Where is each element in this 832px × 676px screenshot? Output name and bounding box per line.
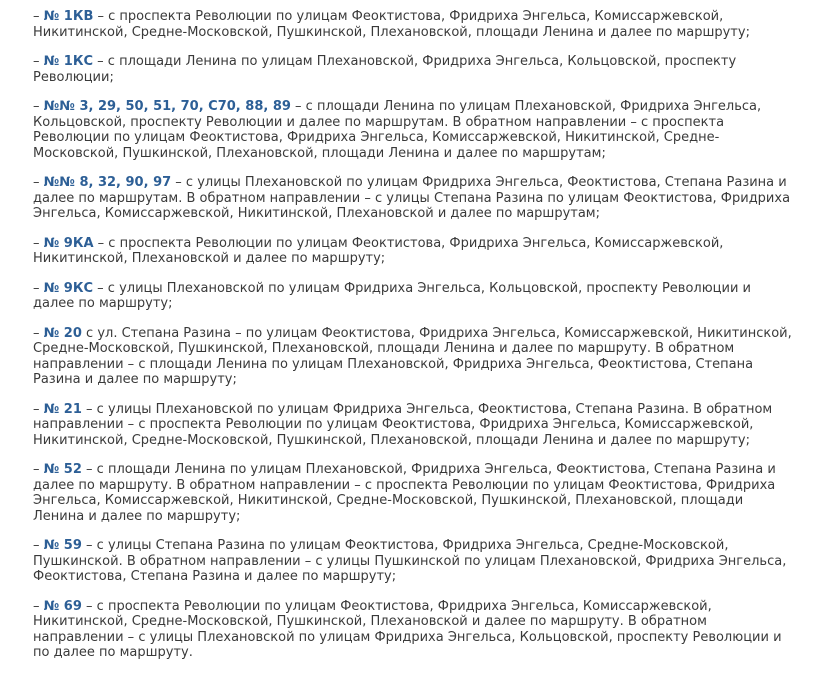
route-item-9ks xyxy=(33,281,792,312)
list-dash: – xyxy=(33,99,40,114)
route-description: с ул. Степана Разина – по улицам Феоктистова, Фридриха Энгельса, Комиссаржевской, Никитинской, Средне-Московской, Пушкинской, Плехановской, площади Ленина и далее по маршруту. В обратном направлении – с площади Ленина по улицам Плехановской, Фридриха Энгельса, Феоктистова, Степана Разина и далее по маршруту; xyxy=(33,325,792,387)
route-number: № 9КА xyxy=(43,235,94,251)
route-description: – с площади Ленина по улицам Плехановской, Фридриха Энгельса, Кольцовской, проспекту Революции; xyxy=(33,54,737,85)
list-dash: – xyxy=(33,235,40,251)
route-item-59 xyxy=(33,538,792,585)
route-number: №№ 8, 32, 90, 97 xyxy=(43,175,172,190)
route-item-1kv xyxy=(33,9,792,40)
list-dash: – xyxy=(33,462,40,477)
route-number: № 1КВ xyxy=(43,9,94,24)
route-item-20 xyxy=(33,326,792,388)
list-dash: – xyxy=(33,598,40,614)
route-number: № 1КС xyxy=(43,54,94,69)
route-item-8-32-90-97 xyxy=(33,175,792,222)
list-dash: – xyxy=(33,9,40,24)
route-number: № 20 xyxy=(43,325,82,341)
route-item-1ks xyxy=(33,54,792,85)
list-dash: – xyxy=(33,401,40,417)
route-number: №№ 3, 29, 50, 51, 70, С70, 88, 89 xyxy=(43,99,291,114)
route-description: – с площади Ленина по улицам Плехановской, Фридриха Энгельса, Кольцовской, проспекту Революции и далее по маршрутам. В обратном направлении – с проспекта Революции по улицам Феоктистова, Фридриха Энгельса, Комиссаржевской, Никитинской, Средне-Московской, Пушкинской, Плехановской, площади Ленина и далее по маршрутам; xyxy=(33,99,762,161)
list-dash: – xyxy=(33,325,40,341)
route-description: – с улицы Плехановской по улицам Фридриха Энгельса, Феоктистова, Степана Разина и далее по маршрутам. В обратном направлении – с улицы Степана Разина по улицам Феоктистова, Фридриха Энгельса, Комиссаржевской, Никитинской, Плехановской и далее по маршрутам; xyxy=(33,175,791,221)
list-dash: – xyxy=(33,175,40,190)
route-item-9ka xyxy=(33,236,792,267)
route-item-3-29-50 xyxy=(33,99,792,161)
list-dash: – xyxy=(33,538,40,553)
list-dash: – xyxy=(33,54,40,69)
route-number: № 52 xyxy=(43,462,82,477)
route-description: – с проспекта Революции по улицам Феоктистова, Фридриха Энгельса, Комиссаржевской, Никитинской, Плехановской и далее по маршруту; xyxy=(33,235,724,266)
route-number: № 59 xyxy=(43,538,82,553)
route-number: № 9КС xyxy=(43,280,94,296)
route-description: – с улицы Плехановской по улицам Фридриха Энгельса, Кольцовской, проспекту Революции и далее по маршруту; xyxy=(33,280,751,311)
route-number: № 21 xyxy=(43,401,82,417)
route-number: № 69 xyxy=(43,598,82,614)
list-dash: – xyxy=(33,280,40,296)
route-description: – с проспекта Революции по улицам Феоктистова, Фридриха Энгельса, Комиссаржевской, Никитинской, Средне-Московской, Пушкинской, Плехановской, площади Ленина и далее по маршруту; xyxy=(33,9,750,40)
route-description: – с площади Ленина по улицам Плехановской, Фридриха Энгельса, Феоктистова, Степана Разина и далее по маршруту. В обратном направлении – с проспекта Революции по улицам Феоктистова, Фридриха Энгельса, Комиссаржевской, Никитинской, Средне-Московской, Пушкинской, Плехановской, площади Ленина и далее по маршруту; xyxy=(33,462,776,524)
route-description: – с улицы Плехановской по улицам Фридриха Энгельса, Феоктистова, Степана Разина. В обратном направлении – с проспекта Революции по улицам Феоктистова, Фридриха Энгельса, Комиссаржевской, Никитинской, Средне-Московской, Пушкинской, Плехановской, площади Ленина и далее по маршруту; xyxy=(33,401,773,448)
route-item-69 xyxy=(33,599,792,661)
route-item-52 xyxy=(33,462,792,524)
route-description: – с проспекта Революции по улицам Феоктистова, Фридриха Энгельса, Комиссаржевской, Никитинской, Средне-Московской, Пушкинской, Плехановской и далее по маршруту. В обратном направлении – с улицы Плехановской по улицам Фридриха Энгельса, Кольцовской, проспекту Революции и по далее по маршруту. xyxy=(33,598,782,660)
route-description: – с улицы Степана Разина по улицам Феоктистова, Фридриха Энгельса, Средне-Московской, Пушкинской. В обратном направлении – с улицы Пушкинской по улицам Плехановской, Фридриха Энгельса, Феоктистова, Степана Разина и далее по маршруту; xyxy=(33,538,787,584)
route-item-21 xyxy=(33,402,792,449)
